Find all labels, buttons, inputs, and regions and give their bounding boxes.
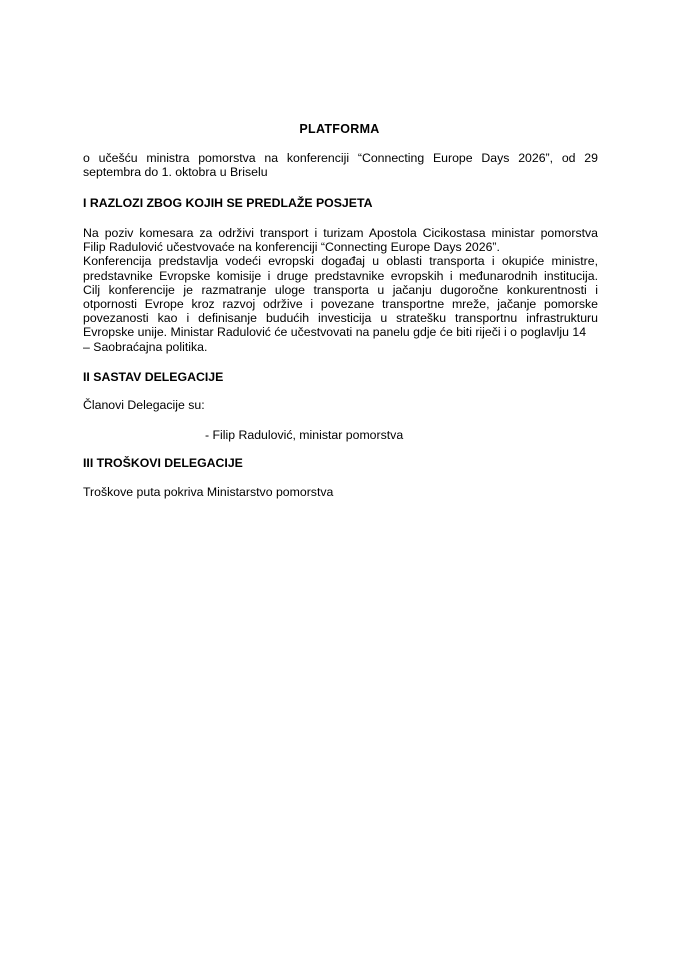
section-1-line: Evropske unije. Ministar Radulović će učestvovati na panelu gdje će biti riječi i o poglavlju 14 (83, 325, 587, 340)
costs-text: Troškove puta pokriva Ministarstvo pomorstva (83, 485, 334, 499)
subtitle-line-2: septembra do 1. oktobra u Briselu (83, 165, 268, 180)
section-1-line: Konferencija predstavlja vodeći evropski događaj u oblasti transporta i okupiće ministre, (83, 254, 598, 269)
section-1-line: otpornosti Evrope kroz razvoj održive i povezane transportne mreže, jačanje pomorske (83, 297, 598, 312)
delegation-intro: Članovi Delegacije su: (83, 398, 205, 412)
section-1-line: Filip Radulović učestvovaće na konferenciji “Connecting Europe Days 2026”. (83, 240, 500, 255)
section-1-body (83, 226, 598, 354)
section-1-line: – Saobraćajna politika. (83, 339, 208, 354)
section-3-heading: III TROŠKOVI DELEGACIJE (83, 456, 243, 470)
section-1-line: Na poziv komesara za održivi transport i turizam Apostola Cicikostasa ministar pomorstva (83, 226, 598, 240)
section-2-heading: II SASTAV DELEGACIJE (83, 370, 224, 384)
section-1-line: povezanosti kao i definisanje budućih investicija u stratešku transportnu infrastrukturu (83, 311, 598, 326)
document-subtitle (83, 151, 598, 179)
section-1-line: predstavnike Evropske komisije i druge predstavnike evropskih i međunarodnih institucija. (83, 268, 598, 283)
section-1-line: Cilj konferencije je razmatranje uloge transporta u jačanju dugoročne konkurentnosti i (83, 282, 598, 297)
delegation-member: - Filip Radulović, ministar pomorstva (205, 428, 404, 442)
document-title: PLATFORMA (299, 122, 380, 136)
section-1-heading: I RAZLOZI ZBOG KOJIH SE PREDLAŽE POSJETA (83, 196, 373, 210)
subtitle-line-1: o učešću ministra pomorstva na konferenciji “Connecting Europe Days 2026”, od 29 (83, 151, 598, 165)
